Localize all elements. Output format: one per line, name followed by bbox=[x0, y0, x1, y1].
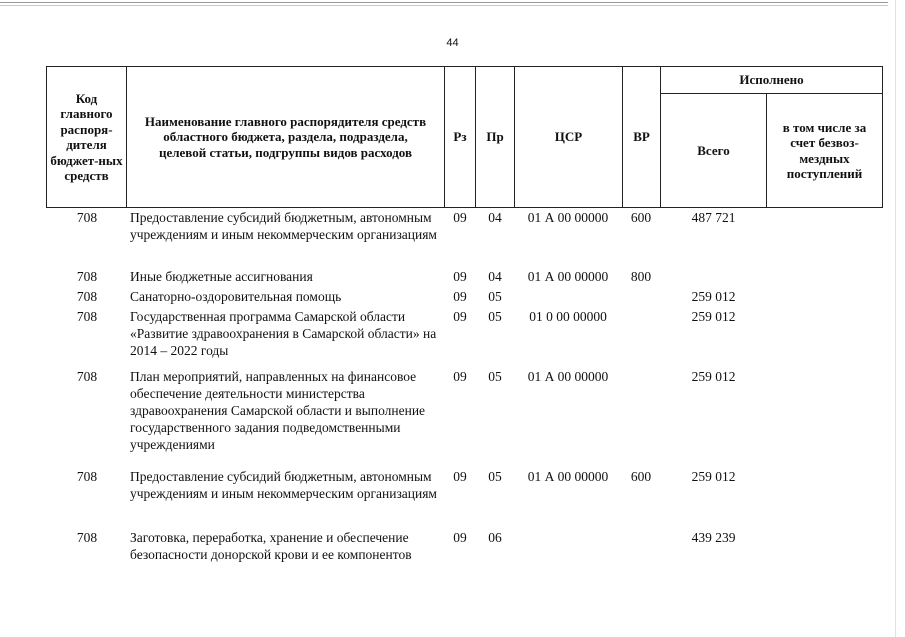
row-code: 708 bbox=[76, 309, 98, 324]
row-name: Заготовка, переработка, хранение и обеспечение безопасности донорской крови и ее компонентов bbox=[130, 530, 412, 562]
row-rz: 09 bbox=[453, 369, 467, 384]
row-total: 487 721 bbox=[691, 210, 736, 225]
row-total: 259 012 bbox=[691, 309, 736, 324]
row-vr: 600 bbox=[630, 469, 652, 484]
row-rz: 09 bbox=[453, 210, 467, 225]
row-code: 708 bbox=[76, 210, 98, 225]
row-pr: 05 bbox=[488, 289, 502, 304]
row-code: 708 bbox=[76, 269, 98, 284]
row-name: Иные бюджетные ассигнования bbox=[130, 269, 313, 284]
header-bottom-border bbox=[46, 207, 883, 208]
row-csr: 01 0 00 00000 bbox=[529, 309, 607, 324]
header-code: Код главного распоря-дителя бюджет-ных средств bbox=[50, 90, 123, 183]
row-rz: 09 bbox=[453, 530, 467, 545]
row-total: 259 012 bbox=[691, 289, 736, 304]
row-code: 708 bbox=[76, 289, 98, 304]
row-code: 708 bbox=[76, 469, 98, 484]
row-name: Предоставление субсидий бюджетным, автономным учреждениям и иным некоммерческим организациям bbox=[130, 469, 437, 501]
row-pr: 05 bbox=[488, 369, 502, 384]
row-rz: 09 bbox=[453, 289, 467, 304]
scan-top-edge bbox=[0, 2, 888, 3]
row-csr: 01 А 00 00000 bbox=[527, 269, 609, 284]
row-name: План мероприятий, направленных на финансовое обеспечение деятельности министерства здравоохранения Самарской области и выполнение государственного задания подведомственными учреждениями bbox=[130, 369, 426, 452]
row-csr: 01 А 00 00000 bbox=[527, 210, 609, 225]
header-rz: Рз bbox=[453, 129, 467, 145]
row-total: 259 012 bbox=[691, 369, 736, 384]
scan-top-edge-shadow bbox=[0, 5, 888, 6]
scan-right-edge bbox=[895, 0, 896, 637]
page-number: 44 bbox=[446, 37, 459, 49]
row-pr: 05 bbox=[488, 469, 502, 484]
row-vr: 800 bbox=[630, 269, 652, 284]
row-code: 708 bbox=[76, 369, 98, 384]
row-name: Санаторно-оздоровительная помощь bbox=[130, 289, 342, 304]
row-name: Предоставление субсидий бюджетным, автономным учреждениям и иным некоммерческим организациям bbox=[130, 210, 437, 242]
row-rz: 09 bbox=[453, 309, 467, 324]
row-pr: 05 bbox=[488, 309, 502, 324]
row-pr: 06 bbox=[488, 530, 502, 545]
row-rz: 09 bbox=[453, 469, 467, 484]
row-csr: 01 А 00 00000 bbox=[527, 469, 609, 484]
row-total: 439 239 bbox=[691, 530, 736, 545]
header-name: Наименование главного распорядителя средств областного бюджета, раздела, подраздела, целевой статьи, подгруппы видов расходов bbox=[144, 113, 427, 160]
header-csr: ЦСР bbox=[554, 129, 583, 145]
header-executed: Исполнено bbox=[739, 72, 804, 88]
row-pr: 04 bbox=[488, 269, 502, 284]
row-name: Государственная программа Самарской области «Развитие здравоохранения в Самарской области» на 2014 – 2022 годы bbox=[130, 309, 437, 358]
header-total: Всего bbox=[697, 142, 730, 158]
header-vr: ВР bbox=[633, 129, 650, 145]
header-free: в том числе за счет безвоз-мездных поступлений bbox=[782, 119, 867, 181]
header-pr: Пр bbox=[486, 129, 504, 145]
col-border-right bbox=[882, 66, 883, 208]
row-pr: 04 bbox=[488, 210, 502, 225]
row-csr: 01 А 00 00000 bbox=[527, 369, 609, 384]
row-code: 708 bbox=[76, 530, 98, 545]
row-total: 259 012 bbox=[691, 469, 736, 484]
row-vr: 600 bbox=[630, 210, 652, 225]
row-rz: 09 bbox=[453, 269, 467, 284]
